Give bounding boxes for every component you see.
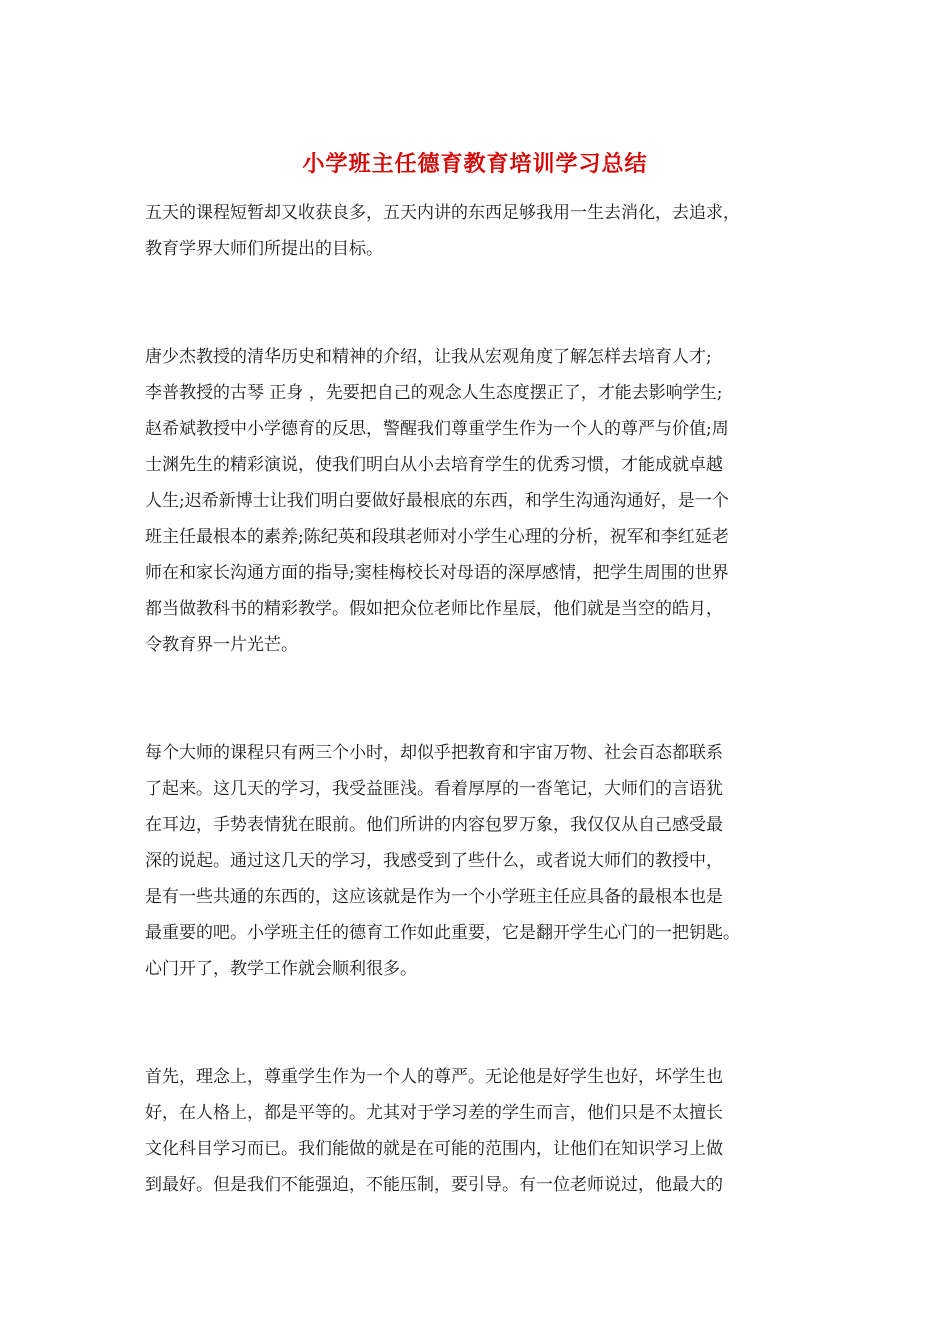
paragraph-line: 最重要的吧。小学班主任的德育工作如此重要，它是翻开学生心门的一把钥匙。 bbox=[145, 923, 740, 943]
paragraph-3 bbox=[145, 735, 810, 987]
paragraph-line: 是有一些共通的东西的，这应该就是作为一个小学班主任应具备的最根本也是 bbox=[145, 887, 723, 907]
paragraph-1 bbox=[145, 195, 810, 267]
paragraph-4 bbox=[145, 1059, 810, 1203]
paragraph-line: 首先，理念上，尊重学生作为一个人的尊严。无论他是好学生也好，坏学生也 bbox=[145, 1067, 723, 1087]
paragraph-line: 都当做教科书的精彩教学。假如把众位老师比作星辰，他们就是当空的皓月， bbox=[145, 599, 723, 619]
paragraph-line: 班主任最根本的素养;陈纪英和段琪老师对小学生心理的分析，祝军和李红延老 bbox=[145, 527, 729, 547]
paragraph-line: 每个大师的课程只有两三个小时，却似乎把教育和宇宙万物、社会百态都联系 bbox=[145, 743, 723, 763]
paragraph-line: 赵希斌教授中小学德育的反思，警醒我们尊重学生作为一个人的尊严与价值;周 bbox=[145, 419, 729, 439]
paragraph-line: 文化科目学习而已。我们能做的就是在可能的范围内，让他们在知识学习上做 bbox=[145, 1139, 723, 1159]
paragraph-spacer bbox=[145, 663, 810, 735]
document-title: 小学班主任德育教育培训学习总结 bbox=[302, 152, 648, 177]
paragraph-line: 令教育界一片光芒。 bbox=[145, 635, 298, 655]
paragraph-line: 了起来。这几天的学习，我受益匪浅。看着厚厚的一沓笔记，大师们的言语犹 bbox=[145, 779, 723, 799]
paragraph-line: 深的说起。通过这几天的学习，我感受到了些什么，或者说大师们的教授中， bbox=[145, 851, 723, 871]
paragraph-line: 教育学界大师们所提出的目标。 bbox=[145, 239, 383, 259]
paragraph-line: 心门开了，教学工作就会顺利很多。 bbox=[145, 959, 417, 979]
paragraph-line: 李普教授的古琴 正身 ，先要把自己的观念人生态度摆正了，才能去影响学生; bbox=[145, 383, 723, 403]
paragraph-spacer bbox=[145, 267, 810, 339]
paragraph-line: 唐少杰教授的清华历史和精神的介绍，让我从宏观角度了解怎样去培育人才; bbox=[145, 347, 712, 367]
paragraph-line: 士渊先生的精彩演说，使我们明白从小去培育学生的优秀习惯，才能成就卓越 bbox=[145, 455, 723, 475]
paragraph-2 bbox=[145, 339, 810, 663]
paragraph-line: 人生;迟希新博士让我们明白要做好最根底的东西，和学生沟通沟通好，是一个 bbox=[145, 491, 729, 511]
paragraph-line: 到最好。但是我们不能强迫，不能压制，要引导。有一位老师说过，他最大的 bbox=[145, 1175, 723, 1195]
paragraph-spacer bbox=[145, 987, 810, 1059]
paragraph-line: 在耳边，手势表情犹在眼前。他们所讲的内容包罗万象，我仅仅从自己感受最 bbox=[145, 815, 723, 835]
paragraph-line: 师在和家长沟通方面的指导;窦桂梅校长对母语的深厚感情，把学生周围的世界 bbox=[145, 563, 729, 583]
paragraph-line: 五天的课程短暂却又收获良多，五天内讲的东西足够我用一生去消化，去追求， bbox=[145, 203, 740, 223]
paragraph-line: 好，在人格上，都是平等的。尤其对于学习差的学生而言，他们只是不太擅长 bbox=[145, 1103, 723, 1123]
document-body bbox=[145, 195, 810, 1203]
